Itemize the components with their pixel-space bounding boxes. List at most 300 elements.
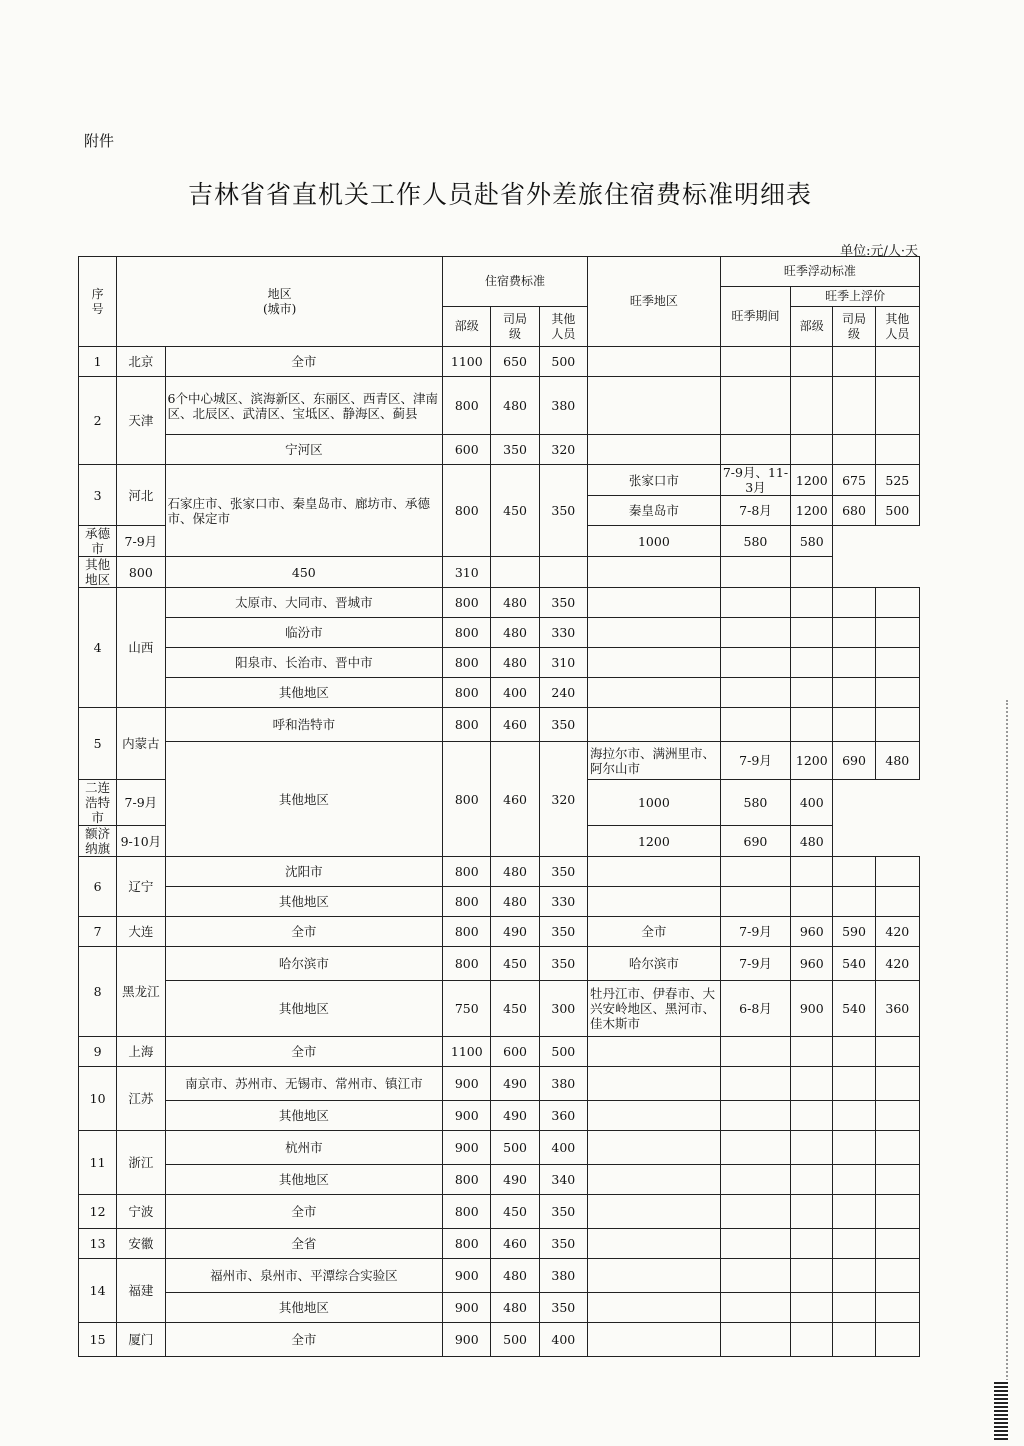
empty-peak-cell bbox=[720, 377, 790, 435]
empty-peak-cell bbox=[791, 648, 833, 678]
dept-cell: 1100 bbox=[443, 1037, 491, 1067]
empty-peak-cell bbox=[720, 1101, 790, 1131]
province-cell: 山西 bbox=[117, 588, 165, 708]
peak-bureau-cell: 580 bbox=[720, 526, 790, 557]
peak-region-cell: 哈尔滨市 bbox=[587, 947, 720, 981]
empty-peak-cell bbox=[833, 1037, 875, 1067]
empty-peak-cell bbox=[587, 1229, 720, 1259]
table-row bbox=[79, 678, 920, 708]
bureau-cell: 460 bbox=[491, 1229, 539, 1259]
bureau-cell: 480 bbox=[491, 588, 539, 618]
empty-peak-cell bbox=[720, 1067, 790, 1101]
empty-peak-cell bbox=[720, 1293, 790, 1323]
bureau-cell: 480 bbox=[491, 1259, 539, 1293]
city-cell: 宁河区 bbox=[165, 435, 443, 465]
peak-dept-cell: 1200 bbox=[791, 496, 833, 526]
table-row bbox=[79, 435, 920, 465]
peak-other-cell: 500 bbox=[875, 496, 919, 526]
empty-peak-cell bbox=[587, 1259, 720, 1293]
empty-peak-cell bbox=[875, 588, 919, 618]
peak-dept-cell: 1200 bbox=[587, 826, 720, 857]
empty-peak-cell bbox=[587, 708, 720, 742]
empty-peak-cell bbox=[791, 347, 833, 377]
bureau-cell: 600 bbox=[491, 1037, 539, 1067]
dept-cell: 800 bbox=[443, 618, 491, 648]
seq-cell: 9 bbox=[79, 1037, 117, 1067]
empty-peak-cell bbox=[833, 1323, 875, 1357]
city-cell: 全市 bbox=[165, 1195, 443, 1229]
lodging-standards-table bbox=[78, 256, 920, 1357]
peak-bureau-cell: 690 bbox=[833, 742, 875, 780]
province-cell: 辽宁 bbox=[117, 857, 165, 917]
city-cell: 其他地区 bbox=[165, 981, 443, 1037]
dept-cell: 900 bbox=[443, 1259, 491, 1293]
header-region: 地区 (城市) bbox=[117, 257, 443, 347]
empty-peak-cell bbox=[720, 1323, 790, 1357]
city-cell: 全市 bbox=[165, 917, 443, 947]
dept-cell: 800 bbox=[443, 377, 491, 435]
city-cell: 哈尔滨市 bbox=[165, 947, 443, 981]
barcode bbox=[994, 1380, 1008, 1440]
empty-peak-cell bbox=[720, 347, 790, 377]
other-cell: 350 bbox=[539, 947, 587, 981]
empty-peak-cell bbox=[833, 347, 875, 377]
empty-peak-cell bbox=[720, 1259, 790, 1293]
empty-peak-cell bbox=[720, 435, 790, 465]
province-cell: 浙江 bbox=[117, 1131, 165, 1195]
empty-peak-cell bbox=[833, 678, 875, 708]
province-cell: 江苏 bbox=[117, 1067, 165, 1131]
bureau-cell: 500 bbox=[491, 1131, 539, 1165]
empty-peak-cell bbox=[587, 588, 720, 618]
peak-dept-cell: 960 bbox=[791, 917, 833, 947]
empty-peak-cell bbox=[875, 648, 919, 678]
dept-cell: 800 bbox=[443, 465, 491, 557]
table-row bbox=[79, 1067, 920, 1101]
other-cell: 350 bbox=[539, 1229, 587, 1259]
empty-peak-cell bbox=[791, 1165, 833, 1195]
peak-dept-cell: 1000 bbox=[587, 526, 720, 557]
empty-peak-cell bbox=[791, 1323, 833, 1357]
city-cell: 全市 bbox=[165, 1037, 443, 1067]
empty-peak-cell bbox=[833, 1293, 875, 1323]
empty-peak-cell bbox=[791, 887, 833, 917]
other-cell: 400 bbox=[539, 1131, 587, 1165]
empty-peak-cell bbox=[791, 678, 833, 708]
empty-peak-cell bbox=[539, 557, 587, 588]
table-row bbox=[79, 1131, 920, 1165]
empty-peak-cell bbox=[587, 557, 720, 588]
bureau-cell: 490 bbox=[491, 1101, 539, 1131]
bureau-cell: 480 bbox=[491, 857, 539, 887]
bureau-cell: 450 bbox=[491, 981, 539, 1037]
bureau-cell: 400 bbox=[491, 678, 539, 708]
dept-cell: 800 bbox=[443, 857, 491, 887]
peak-bureau-cell: 580 bbox=[720, 780, 790, 826]
empty-peak-cell bbox=[720, 1037, 790, 1067]
empty-peak-cell bbox=[875, 1037, 919, 1067]
header-p-bureau: 司局 级 bbox=[833, 307, 875, 347]
empty-peak-cell bbox=[720, 588, 790, 618]
empty-peak-cell bbox=[587, 377, 720, 435]
bureau-cell: 480 bbox=[491, 887, 539, 917]
city-cell: 全市 bbox=[165, 1323, 443, 1357]
seq-cell: 13 bbox=[79, 1229, 117, 1259]
peak-period-cell: 7-9月 bbox=[720, 742, 790, 780]
province-cell: 黑龙江 bbox=[117, 947, 165, 1037]
dept-cell: 800 bbox=[443, 648, 491, 678]
empty-peak-cell bbox=[875, 857, 919, 887]
empty-peak-cell bbox=[833, 1259, 875, 1293]
other-cell: 240 bbox=[539, 678, 587, 708]
seq-cell: 15 bbox=[79, 1323, 117, 1357]
table-row bbox=[79, 742, 920, 780]
city-cell: 杭州市 bbox=[165, 1131, 443, 1165]
peak-region-cell: 牡丹江市、伊春市、大兴安岭地区、黑河市、佳木斯市 bbox=[587, 981, 720, 1037]
empty-peak-cell bbox=[587, 678, 720, 708]
seq-cell: 8 bbox=[79, 947, 117, 1037]
empty-peak-cell bbox=[587, 1067, 720, 1101]
empty-peak-cell bbox=[875, 435, 919, 465]
city-cell: 福州市、泉州市、平潭综合实验区 bbox=[165, 1259, 443, 1293]
table-row bbox=[79, 618, 920, 648]
peak-other-cell: 525 bbox=[875, 465, 919, 496]
peak-region-cell: 张家口市 bbox=[587, 465, 720, 496]
header-p-dept: 部级 bbox=[791, 307, 833, 347]
empty-peak-cell bbox=[875, 887, 919, 917]
empty-peak-cell bbox=[875, 1293, 919, 1323]
empty-peak-cell bbox=[587, 1293, 720, 1323]
table-row bbox=[79, 887, 920, 917]
city-cell: 阳泉市、长治市、晋中市 bbox=[165, 648, 443, 678]
other-cell: 310 bbox=[443, 557, 491, 588]
dept-cell: 600 bbox=[443, 435, 491, 465]
empty-peak-cell bbox=[833, 1067, 875, 1101]
table-row bbox=[79, 648, 920, 678]
header-bureau: 司局 级 bbox=[491, 307, 539, 347]
bureau-cell: 450 bbox=[165, 557, 443, 588]
peak-dept-cell: 1200 bbox=[791, 742, 833, 780]
empty-peak-cell bbox=[587, 1195, 720, 1229]
bureau-cell: 480 bbox=[491, 618, 539, 648]
other-cell: 320 bbox=[539, 742, 587, 857]
city-cell: 其他地区 bbox=[165, 887, 443, 917]
empty-peak-cell bbox=[791, 377, 833, 435]
empty-peak-cell bbox=[791, 1067, 833, 1101]
city-cell: 南京市、苏州市、无锡市、常州市、镇江市 bbox=[165, 1067, 443, 1101]
empty-peak-cell bbox=[587, 648, 720, 678]
seq-cell: 10 bbox=[79, 1067, 117, 1131]
table-row bbox=[79, 857, 920, 887]
bureau-cell: 350 bbox=[491, 435, 539, 465]
empty-peak-cell bbox=[791, 1195, 833, 1229]
empty-peak-cell bbox=[875, 377, 919, 435]
unit-label: 单位:元/人·天 bbox=[840, 244, 918, 259]
empty-peak-cell bbox=[791, 1037, 833, 1067]
city-cell: 其他地区 bbox=[165, 742, 443, 857]
bureau-cell: 460 bbox=[491, 708, 539, 742]
empty-peak-cell bbox=[720, 708, 790, 742]
seq-cell: 6 bbox=[79, 857, 117, 917]
peak-bureau-cell: 540 bbox=[833, 981, 875, 1037]
table-row bbox=[79, 1101, 920, 1131]
city-cell: 石家庄市、张家口市、秦皇岛市、廊坊市、承德市、保定市 bbox=[165, 465, 443, 557]
city-cell: 临汾市 bbox=[165, 618, 443, 648]
empty-peak-cell bbox=[720, 1195, 790, 1229]
peak-bureau-cell: 680 bbox=[833, 496, 875, 526]
peak-dept-cell: 1200 bbox=[791, 465, 833, 496]
peak-region-cell: 二连浩特市 bbox=[79, 780, 117, 826]
peak-other-cell: 420 bbox=[875, 947, 919, 981]
empty-peak-cell bbox=[791, 588, 833, 618]
empty-peak-cell bbox=[720, 648, 790, 678]
other-cell: 380 bbox=[539, 377, 587, 435]
table-row bbox=[79, 347, 920, 377]
table-row bbox=[79, 981, 920, 1037]
other-cell: 330 bbox=[539, 887, 587, 917]
city-cell: 全市 bbox=[165, 347, 443, 377]
other-cell: 300 bbox=[539, 981, 587, 1037]
dept-cell: 900 bbox=[443, 1101, 491, 1131]
seq-cell: 5 bbox=[79, 708, 117, 780]
table-row bbox=[79, 1037, 920, 1067]
table-row bbox=[79, 377, 920, 435]
peak-dept-cell: 960 bbox=[791, 947, 833, 981]
table-row bbox=[79, 465, 920, 496]
city-cell: 其他地区 bbox=[165, 678, 443, 708]
peak-dept-cell: 1000 bbox=[587, 780, 720, 826]
peak-period-cell: 6-8月 bbox=[720, 981, 790, 1037]
city-cell: 其他地区 bbox=[165, 1165, 443, 1195]
table-row bbox=[79, 1165, 920, 1195]
table-row bbox=[79, 1195, 920, 1229]
empty-peak-cell bbox=[833, 1165, 875, 1195]
table-row bbox=[79, 1293, 920, 1323]
peak-bureau-cell: 590 bbox=[833, 917, 875, 947]
other-cell: 330 bbox=[539, 618, 587, 648]
province-cell: 厦门 bbox=[117, 1323, 165, 1357]
dept-cell: 750 bbox=[443, 981, 491, 1037]
empty-peak-cell bbox=[875, 1101, 919, 1131]
empty-peak-cell bbox=[791, 1259, 833, 1293]
empty-peak-cell bbox=[875, 1229, 919, 1259]
city-cell: 呼和浩特市 bbox=[165, 708, 443, 742]
bureau-cell: 480 bbox=[491, 377, 539, 435]
dept-cell: 800 bbox=[443, 947, 491, 981]
empty-peak-cell bbox=[833, 857, 875, 887]
peak-period-cell: 7-9月 bbox=[117, 526, 165, 557]
other-cell: 350 bbox=[539, 588, 587, 618]
other-cell: 380 bbox=[539, 1259, 587, 1293]
bureau-cell: 450 bbox=[491, 1195, 539, 1229]
peak-other-cell: 480 bbox=[875, 742, 919, 780]
other-cell: 380 bbox=[539, 1067, 587, 1101]
other-cell: 350 bbox=[539, 1195, 587, 1229]
empty-peak-cell bbox=[587, 1323, 720, 1357]
table-row bbox=[79, 947, 920, 981]
peak-region-cell: 承德市 bbox=[79, 526, 117, 557]
table-row bbox=[79, 1229, 920, 1259]
table-row bbox=[79, 557, 920, 588]
other-cell: 350 bbox=[539, 857, 587, 887]
dept-cell: 900 bbox=[443, 1131, 491, 1165]
page-title: 吉林省省直机关工作人员赴省外差旅住宿费标准明细表 bbox=[187, 180, 812, 209]
city-cell: 其他地区 bbox=[165, 1293, 443, 1323]
scan-edge-artifact bbox=[1006, 700, 1014, 1420]
empty-peak-cell bbox=[833, 1195, 875, 1229]
dept-cell: 900 bbox=[443, 1067, 491, 1101]
seq-cell: 12 bbox=[79, 1195, 117, 1229]
peak-bureau-cell: 540 bbox=[833, 947, 875, 981]
province-cell: 上海 bbox=[117, 1037, 165, 1067]
seq-cell: 1 bbox=[79, 347, 117, 377]
empty-peak-cell bbox=[833, 377, 875, 435]
peak-region-cell: 海拉尔市、满洲里市、阿尔山市 bbox=[587, 742, 720, 780]
empty-peak-cell bbox=[791, 857, 833, 887]
empty-peak-cell bbox=[791, 708, 833, 742]
other-cell: 310 bbox=[539, 648, 587, 678]
empty-peak-cell bbox=[791, 1293, 833, 1323]
empty-peak-cell bbox=[833, 1101, 875, 1131]
empty-peak-cell bbox=[720, 1229, 790, 1259]
empty-peak-cell bbox=[587, 618, 720, 648]
dept-cell: 800 bbox=[443, 588, 491, 618]
province-cell: 安徽 bbox=[117, 1229, 165, 1259]
empty-peak-cell bbox=[587, 435, 720, 465]
empty-peak-cell bbox=[720, 618, 790, 648]
header-peak-upper: 旺季上浮价 bbox=[791, 287, 920, 307]
peak-period-cell: 7-9月 bbox=[117, 780, 165, 826]
city-cell: 全省 bbox=[165, 1229, 443, 1259]
seq-cell: 7 bbox=[79, 917, 117, 947]
bureau-cell: 460 bbox=[491, 742, 539, 857]
empty-peak-cell bbox=[791, 1229, 833, 1259]
empty-peak-cell bbox=[875, 1195, 919, 1229]
table-row bbox=[79, 917, 920, 947]
bureau-cell: 450 bbox=[491, 465, 539, 557]
header-seq: 序 号 bbox=[79, 257, 117, 347]
province-cell: 宁波 bbox=[117, 1195, 165, 1229]
dept-cell: 800 bbox=[117, 557, 165, 588]
bureau-cell: 490 bbox=[491, 917, 539, 947]
empty-peak-cell bbox=[587, 347, 720, 377]
peak-region-cell: 额济纳旗 bbox=[79, 826, 117, 857]
city-cell: 6个中心城区、滨海新区、东丽区、西青区、津南区、北辰区、武清区、宝坻区、静海区、蓟县 bbox=[165, 377, 443, 435]
city-cell: 沈阳市 bbox=[165, 857, 443, 887]
empty-peak-cell bbox=[720, 678, 790, 708]
peak-region-cell: 秦皇岛市 bbox=[587, 496, 720, 526]
other-cell: 350 bbox=[539, 1293, 587, 1323]
other-cell: 320 bbox=[539, 435, 587, 465]
other-cell: 500 bbox=[539, 347, 587, 377]
other-cell: 350 bbox=[539, 465, 587, 557]
empty-peak-cell bbox=[875, 1131, 919, 1165]
table-row bbox=[79, 1323, 920, 1357]
seq-cell: 14 bbox=[79, 1259, 117, 1323]
scan-artifact bbox=[0, 14, 1024, 22]
empty-peak-cell bbox=[833, 588, 875, 618]
empty-peak-cell bbox=[491, 557, 539, 588]
empty-peak-cell bbox=[875, 1323, 919, 1357]
province-cell: 河北 bbox=[117, 465, 165, 526]
empty-peak-cell bbox=[833, 435, 875, 465]
peak-other-cell: 580 bbox=[791, 526, 833, 557]
dept-cell: 1100 bbox=[443, 347, 491, 377]
other-cell: 400 bbox=[539, 1323, 587, 1357]
header-p-other: 其他 人员 bbox=[875, 307, 919, 347]
empty-peak-cell bbox=[720, 1165, 790, 1195]
bureau-cell: 480 bbox=[491, 648, 539, 678]
empty-peak-cell bbox=[720, 857, 790, 887]
dept-cell: 800 bbox=[443, 1195, 491, 1229]
header-peak-float: 旺季浮动标准 bbox=[720, 257, 919, 287]
dept-cell: 800 bbox=[443, 1165, 491, 1195]
empty-peak-cell bbox=[875, 1165, 919, 1195]
table-row bbox=[79, 708, 920, 742]
other-cell: 500 bbox=[539, 1037, 587, 1067]
other-cell: 360 bbox=[539, 1101, 587, 1131]
bureau-cell: 500 bbox=[491, 1323, 539, 1357]
empty-peak-cell bbox=[587, 887, 720, 917]
dept-cell: 800 bbox=[443, 887, 491, 917]
empty-peak-cell bbox=[833, 887, 875, 917]
empty-peak-cell bbox=[833, 1131, 875, 1165]
seq-cell: 2 bbox=[79, 377, 117, 465]
header-other: 其他 人员 bbox=[539, 307, 587, 347]
peak-period-cell: 7-9月、11-3月 bbox=[720, 465, 790, 496]
other-cell: 340 bbox=[539, 1165, 587, 1195]
dept-cell: 800 bbox=[443, 1229, 491, 1259]
empty-peak-cell bbox=[587, 1037, 720, 1067]
table-row bbox=[79, 1259, 920, 1293]
empty-peak-cell bbox=[720, 557, 790, 588]
city-cell: 其他地区 bbox=[165, 1101, 443, 1131]
header-dept: 部级 bbox=[443, 307, 491, 347]
dept-cell: 800 bbox=[443, 917, 491, 947]
empty-peak-cell bbox=[875, 1259, 919, 1293]
city-cell: 其他地区 bbox=[79, 557, 117, 588]
peak-region-cell: 全市 bbox=[587, 917, 720, 947]
empty-peak-cell bbox=[720, 1131, 790, 1165]
peak-other-cell: 480 bbox=[791, 826, 833, 857]
empty-peak-cell bbox=[875, 618, 919, 648]
bureau-cell: 490 bbox=[491, 1067, 539, 1101]
dept-cell: 900 bbox=[443, 1323, 491, 1357]
bureau-cell: 490 bbox=[491, 1165, 539, 1195]
empty-peak-cell bbox=[833, 648, 875, 678]
empty-peak-cell bbox=[791, 618, 833, 648]
attachment-label: 附件 bbox=[84, 132, 115, 150]
peak-other-cell: 400 bbox=[791, 780, 833, 826]
empty-peak-cell bbox=[833, 708, 875, 742]
empty-peak-cell bbox=[791, 435, 833, 465]
province-cell: 大连 bbox=[117, 917, 165, 947]
header-peak-period: 旺季期间 bbox=[720, 287, 790, 347]
empty-peak-cell bbox=[587, 857, 720, 887]
dept-cell: 800 bbox=[443, 678, 491, 708]
empty-peak-cell bbox=[587, 1101, 720, 1131]
province-cell: 内蒙古 bbox=[117, 708, 165, 780]
peak-bureau-cell: 675 bbox=[833, 465, 875, 496]
empty-peak-cell bbox=[720, 887, 790, 917]
peak-period-cell: 7-9月 bbox=[720, 947, 790, 981]
empty-peak-cell bbox=[587, 1131, 720, 1165]
empty-peak-cell bbox=[791, 557, 833, 588]
seq-cell: 4 bbox=[79, 588, 117, 708]
bureau-cell: 450 bbox=[491, 947, 539, 981]
peak-bureau-cell: 690 bbox=[720, 826, 790, 857]
empty-peak-cell bbox=[791, 1131, 833, 1165]
